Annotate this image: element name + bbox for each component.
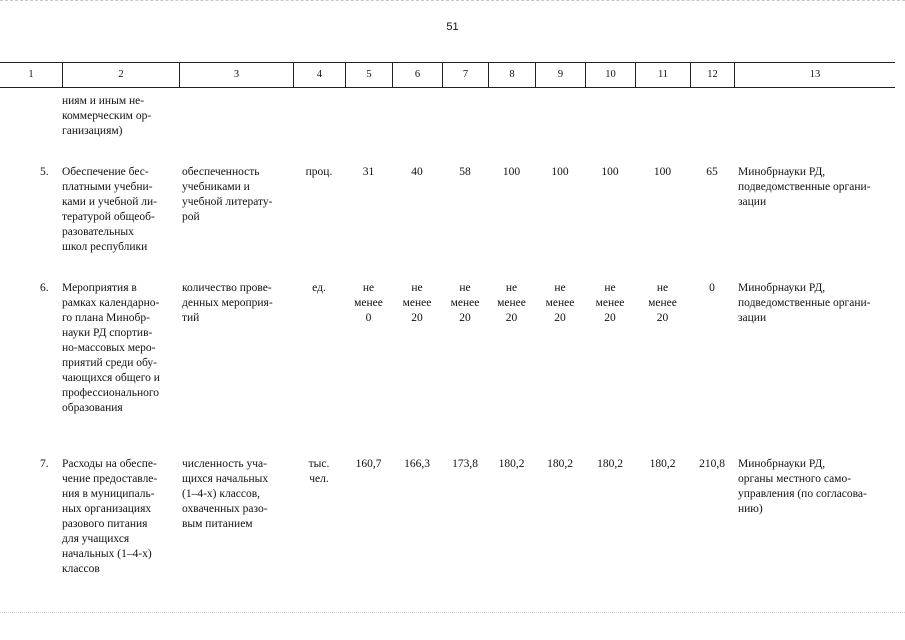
header-col-9: 9	[535, 63, 585, 87]
value-col-5: не менее 0	[354, 282, 383, 324]
column-number-header	[0, 62, 895, 88]
indicator-name: обеспеченность учебниками и учебной литерату- рой	[182, 166, 273, 223]
value-col-5: 160,7	[355, 458, 382, 470]
executor: Минобрнауки РД, подведомственные органи- зации	[738, 282, 871, 324]
value-col-11: 100	[653, 166, 672, 178]
value-col-11: 180,2	[649, 458, 676, 470]
header-col-1: 1	[28, 69, 34, 80]
value-col-11: не менее 20	[648, 282, 677, 324]
row-number: 6.	[40, 282, 49, 294]
header-col-6: 6	[392, 63, 442, 87]
value-col-10: не менее 20	[595, 282, 625, 324]
indicator-name: численность уча- щихся начальных (1–4-х) классов, охваченных разо- вым питанием	[182, 458, 269, 530]
value-col-7: 173,8	[452, 458, 478, 470]
executor: Минобрнауки РД, подведомственные органи- зации	[738, 166, 871, 208]
value-col-10: 180,2	[597, 458, 623, 470]
row-number: 5.	[40, 166, 49, 178]
header-col-5: 5	[345, 63, 392, 87]
executor: Минобрнауки РД, органы местного само- управления (по согласова- нию)	[738, 458, 867, 515]
value-col-9: 100	[551, 166, 569, 178]
header-col-13: 13	[734, 63, 895, 87]
header-col-10: 10	[585, 63, 635, 87]
header-col-4: 4	[293, 63, 345, 87]
value-col-10: 100	[601, 166, 619, 178]
unit: ед.	[312, 282, 326, 294]
value-col-7: не менее 20	[450, 282, 480, 324]
value-col-9: не менее 20	[545, 282, 575, 324]
value-col-12: 0	[709, 282, 715, 294]
measure-name: Обеспечение бес- платными учебни- ками и учебной ли- тературой общеоб- разовательных школ республики	[62, 166, 157, 253]
header-col-7: 7	[442, 63, 488, 87]
carryover-name: ниям и иным не- коммерческим ор- ганизациям)	[62, 95, 152, 137]
header-col-3: 3	[179, 63, 293, 87]
value-col-12: 65	[706, 166, 718, 178]
header-col-11: 11	[635, 63, 690, 87]
value-col-8: не менее 20	[497, 282, 526, 324]
unit: тыс. чел.	[308, 458, 330, 485]
value-col-7: 58	[459, 166, 471, 178]
scan-top-edge	[0, 0, 905, 2]
header-col-2: 2	[62, 63, 179, 87]
value-col-8: 100	[502, 166, 521, 178]
value-col-8: 180,2	[498, 458, 525, 470]
value-col-6: не менее 20	[402, 282, 432, 324]
value-col-9: 180,2	[547, 458, 573, 470]
header-col-8: 8	[488, 63, 535, 87]
measure-name: Мероприятия в рамках календарно- го плана Минобр- науки РД спортив- но-массовых меро- приятий среди обу- чающихся общего и профессионального образования	[62, 282, 160, 414]
indicator-name: количество прове- денных мероприя- тий	[182, 282, 273, 324]
value-col-5: 31	[362, 166, 375, 178]
header-col-12: 12	[690, 63, 734, 87]
row-number: 7.	[40, 458, 49, 470]
value-col-6: 40	[411, 166, 423, 178]
unit: проц.	[305, 166, 333, 178]
value-col-12: 210,8	[699, 458, 725, 470]
page-number: 51	[446, 21, 459, 33]
scan-bottom-artifact	[0, 612, 905, 614]
measure-name: Расходы на обеспе- чение предоставле- ния в муниципаль- ных организациях разового питания для учащихся начальных (1–4-х) классов	[62, 458, 158, 575]
value-col-6: 166,3	[404, 458, 430, 470]
